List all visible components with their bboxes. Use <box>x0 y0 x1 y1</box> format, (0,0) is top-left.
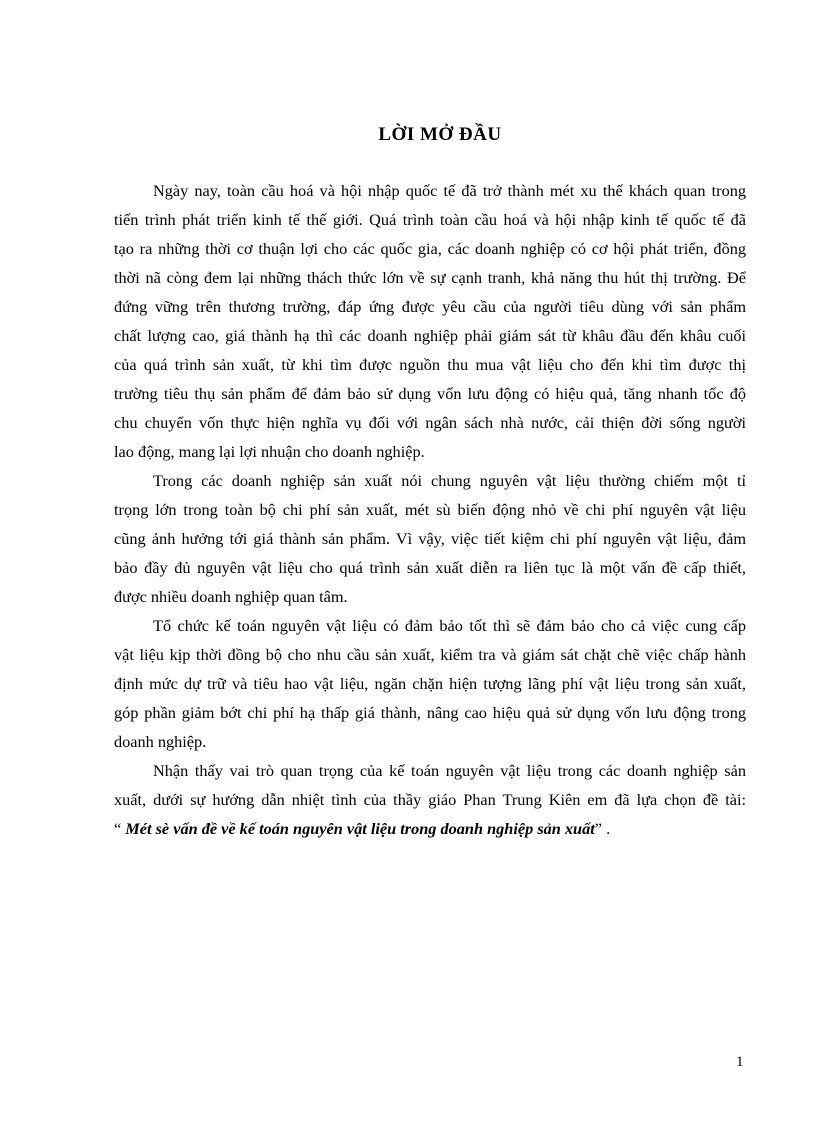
paragraph-line: Tổ chức kế toán nguyên vật liệu có đảm bảo tốt thì sẽ đảm bảo cho cả việc cung cấp <box>153 616 746 635</box>
paragraph-line: xuất, dưới sự hướng dẫn nhiệt tình của thầy giáo Phan Trung Kiên em đã lựa chọn đề tài: <box>114 790 746 809</box>
paragraph <box>114 176 746 466</box>
paragraph-line: chu chuyển vốn thực hiện nghĩa vụ đối với ngân sách nhà nước, cải thiện đời sống người <box>114 413 746 432</box>
paragraph-line: được nhiều doanh nghiệp quan tâm. <box>114 587 348 606</box>
open-quote: “ <box>114 819 126 838</box>
paragraph-line: cũng ảnh hưởng tới giá thành sản phẩm. Vì vậy, việc tiết kiệm chi phí nguyên vật liệu, đảm <box>114 529 746 548</box>
topic-line <box>114 814 746 843</box>
thesis-topic: Mét sè vấn đề về kế toán nguyên vật liệu trong doanh nghiệp sản xuất <box>125 819 595 838</box>
paragraph-line: vật liệu kịp thời đồng bộ cho nhu cầu sản xuất, kiểm tra và giám sát chặt chẽ việc chấp hành <box>114 645 746 664</box>
paragraph-line: lao động, mang lại lợi nhuận cho doanh nghiệp. <box>114 442 425 461</box>
paragraph-line: đứng vững trên thương trường, đáp ứng được yêu cầu của người tiêu dùng với sản phẩm <box>114 297 746 316</box>
paragraph <box>114 611 746 756</box>
page-title: LỜI MỞ ĐẦU <box>378 124 502 145</box>
paragraph-line: thời nã còng đem lại những thách thức lớn về sự cạnh tranh, khả năng thu hút thị trường. Để <box>114 268 746 287</box>
paragraph-line: định mức dự trữ và tiêu hao vật liệu, ngăn chặn hiện tượng lãng phí vật liệu trong sản xuất, <box>114 674 746 693</box>
paragraph-line: bảo đầy đủ nguyên vật liệu cho quá trình sản xuất diễn ra liên tục là một vấn đề cấp thiết, <box>114 558 746 577</box>
paragraph <box>114 466 746 611</box>
document-body <box>114 176 746 843</box>
paragraph-line: tiến trình phát triển kinh tế thế giới. Quá trình toàn cầu hoá và hội nhập kinh tế quốc tế đã <box>114 210 746 229</box>
paragraph-line: tạo ra những thời cơ thuận lợi cho các quốc gia, các doanh nghiệp có cơ hội phát triển, đồng <box>114 239 746 258</box>
paragraph-line: Ngày nay, toàn cầu hoá và hội nhập quốc tế đã trở thành mét xu thế khách quan trong <box>153 181 746 200</box>
paragraph-line: Trong các doanh nghiệp sản xuất nói chung nguyên vật liệu thường chiếm một tỉ <box>153 471 746 490</box>
paragraph-line: góp phần giảm bớt chi phí hạ thấp giá thành, nâng cao hiệu quả sử dụng vốn lưu động trong <box>114 703 746 722</box>
paragraph-line: của quá trình sản xuất, từ khi tìm được nguồn thu mua vật liệu cho đến khi tìm được thị <box>114 355 746 374</box>
close-quote: ” . <box>594 819 611 838</box>
paragraph-line: trọng lớn trong toàn bộ chi phí sản xuất, mét sù biến động nhỏ về chi phí nguyên vật liệu <box>114 500 746 519</box>
paragraph-line: Nhận thấy vai trò quan trọng của kế toán nguyên vật liệu trong các doanh nghiệp sản <box>153 761 746 780</box>
paragraph-line: trường tiêu thụ sản phẩm để đảm bảo sử dụng vốn lưu động có hiệu quả, tăng nhanh tốc độ <box>114 384 746 403</box>
paragraph-line: chất lượng cao, giá thành hạ thì các doanh nghiệp phải giám sát từ khâu đầu đến khâu cuối <box>114 326 746 345</box>
page-number: 1 <box>736 1054 744 1070</box>
paragraph-line: doanh nghiệp. <box>114 732 207 751</box>
paragraph <box>114 756 746 814</box>
